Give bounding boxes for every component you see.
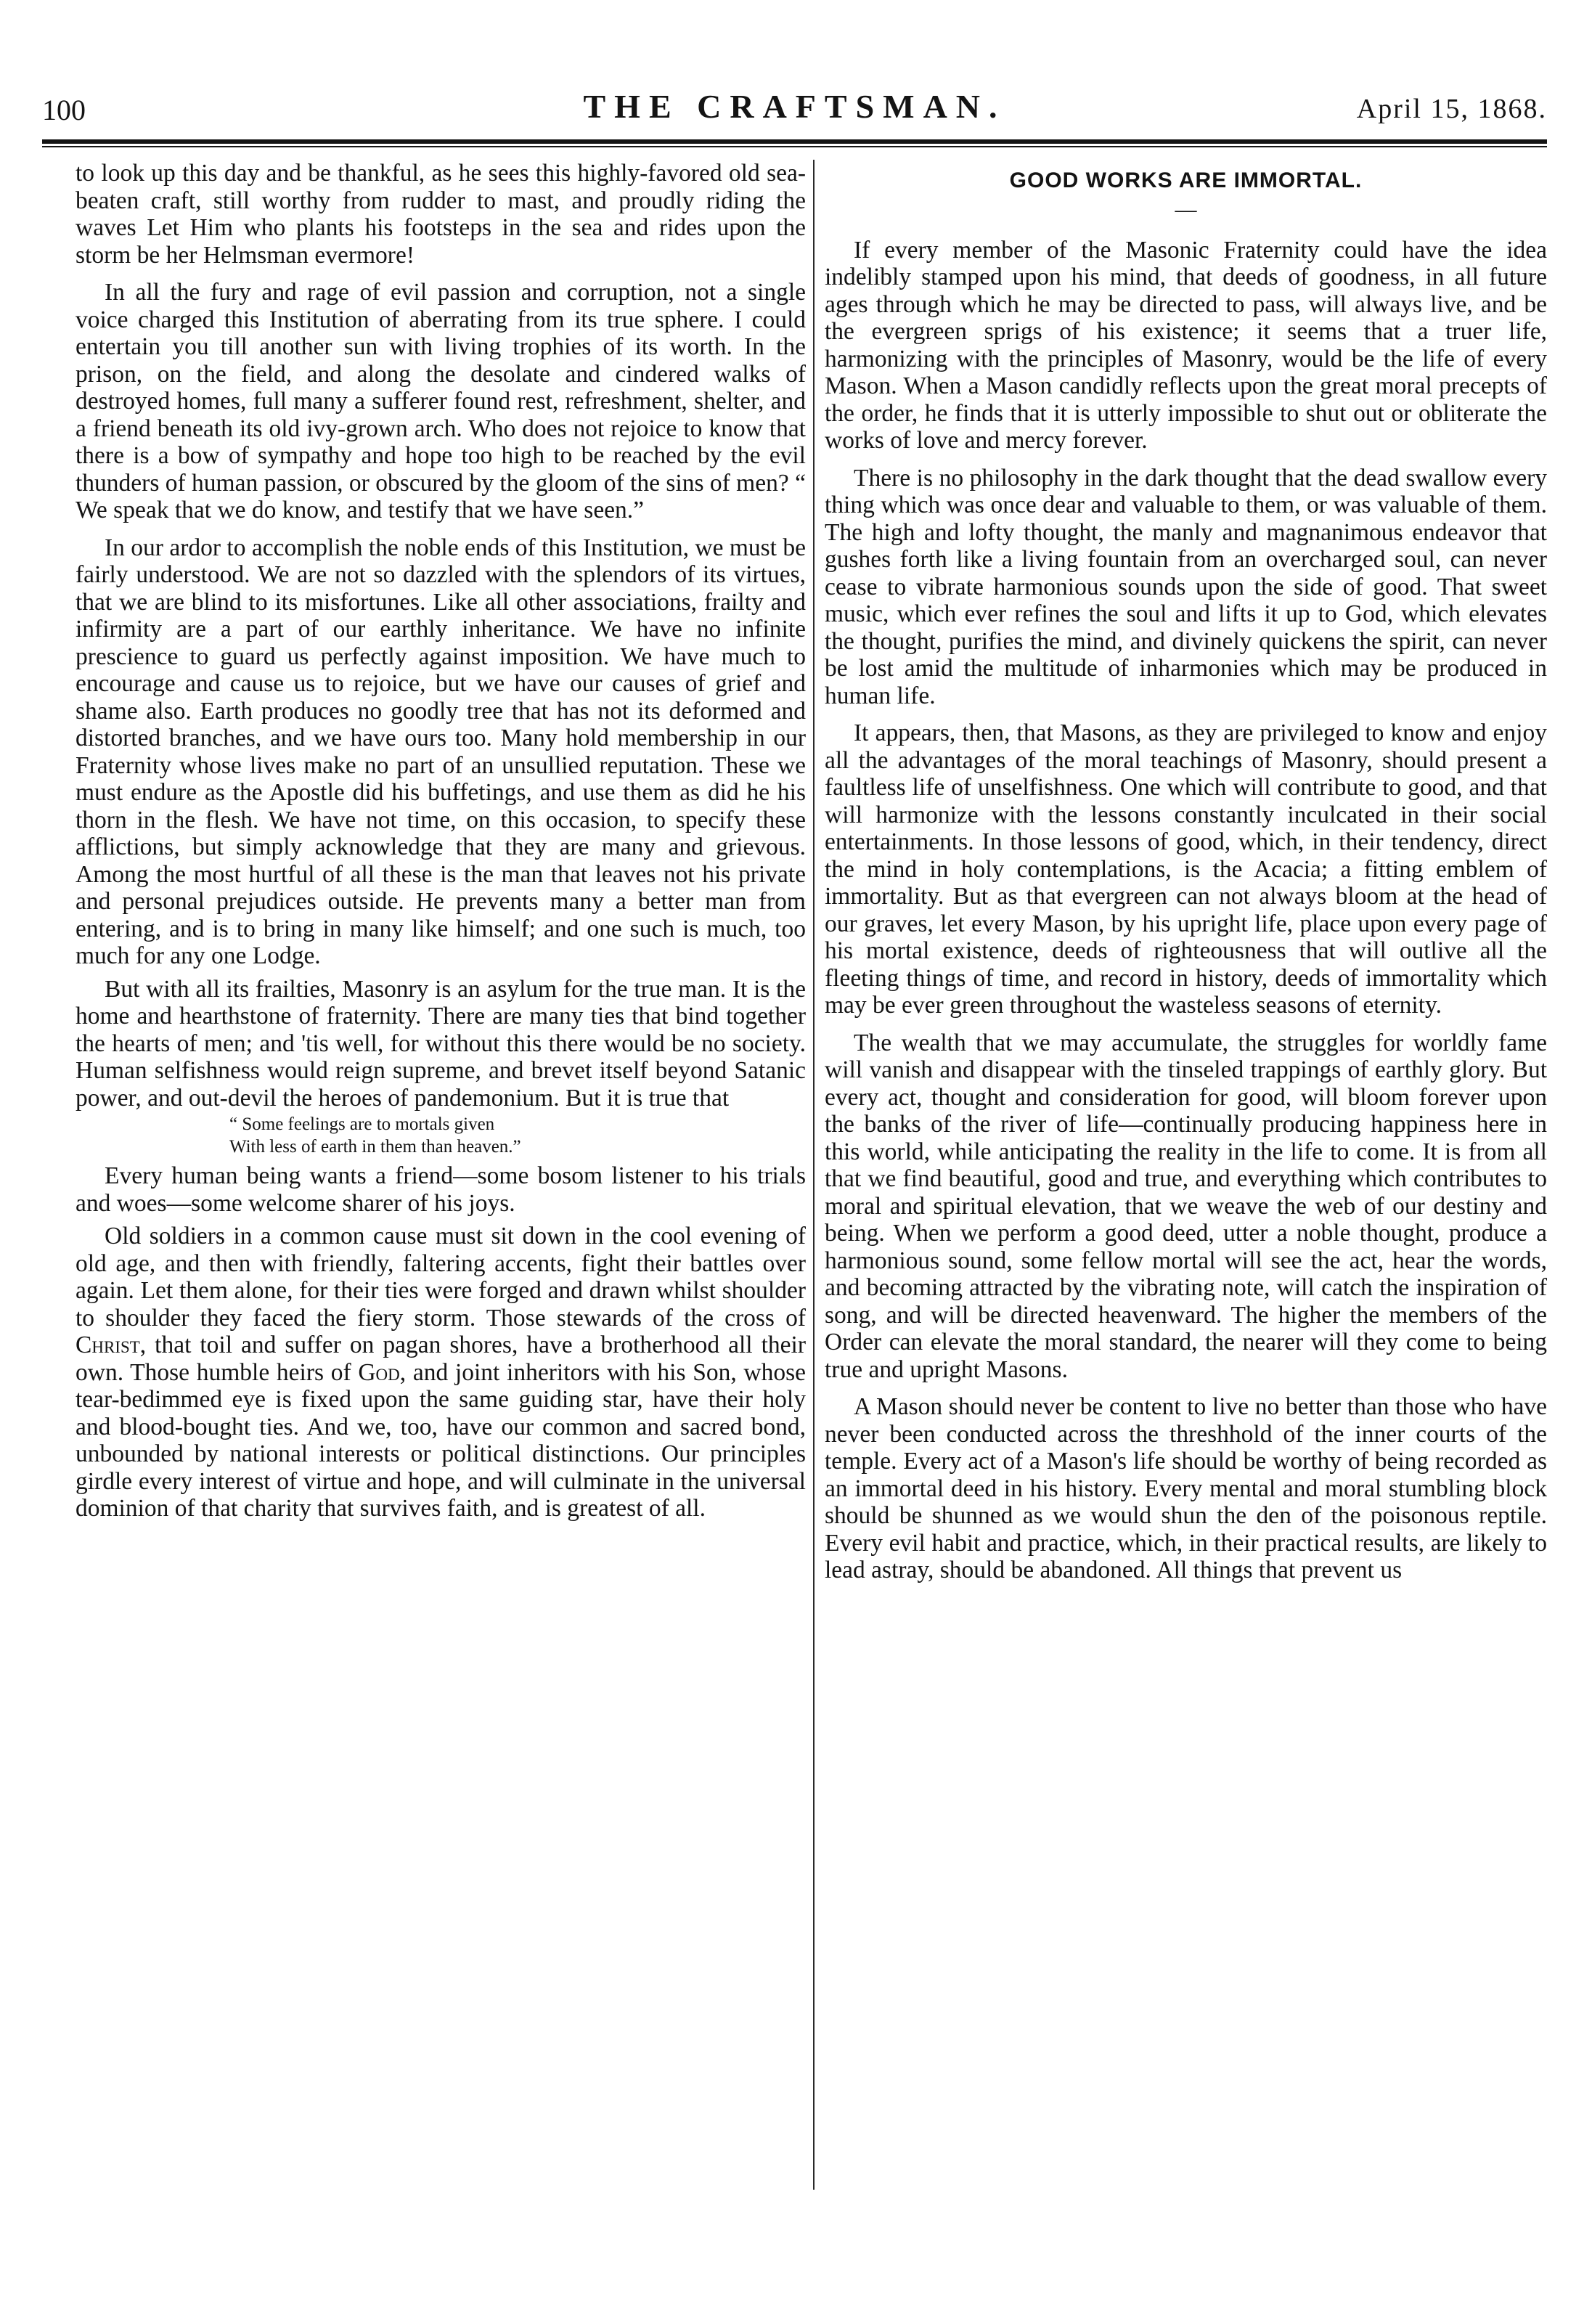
left-column [75,160,806,2190]
small-caps-word: God [358,1358,400,1386]
page-number: 100 [42,94,86,126]
right-column [825,160,1547,2190]
page-header [42,87,1547,131]
text-run: Old soldiers in a common cause must sit down in the cool evening of old age, and then with friendly, faltering accents, fight their battles over again. Let them alone, for their ties were forged and drawn whilst shoulder to shoulder they faced the fiery storm. Those stewards of the cross of [75,1223,806,1332]
paragraph [75,1223,806,1522]
small-caps-word: Christ [75,1332,140,1358]
verse-line: With less of earth in them than heaven.” [229,1137,521,1157]
publication-title: THE CRAFTSMAN. [583,88,1006,125]
issue-date: April 15, 1868. [1356,94,1547,124]
paragraph: But with all its frailties, Masonry is an asylum for the true man. It is the home and hearthstone of fraternity. There are many ties that bind together the hearts of men; and 'tis well, for without this there would be no society. Human selfishness would reign supreme, and brevet itself beyond Satanic power, and out-devil the heroes of pandemonium. But it is true that [75,975,806,1112]
paragraph: to look up this day and be thankful, as he sees this highly-favored old sea-beaten craft, still worthy from rudder to mast, and proudly riding the waves Let Him who plants his footsteps in the sea and rides upon the storm be her Helmsman evermore! [75,160,806,269]
paragraph: There is no philosophy in the dark thought that the dead swallow every thing which was once dear and valuable to them, or was valuable of them. The high and lofty thought, the manly and magnanimous endeavor that gushes forth like a living fountain from an overcharged soul, can never cease to vibrate harmonious sounds upon the side of good. That sweet music, which ever refines the soul and lifts it up to God, which elevates the thought, purifies the mind, and divinely quickens the spirit, can never be lost amid the multitude of inharmonies which may be produced in human life. [825,464,1547,709]
column-divider [813,160,815,2190]
header-rule-thick [42,139,1547,144]
paragraph: A Mason should never be content to live no better than those who have never been conducted across the threshhold of the inner courts of the temple. Every act of a Mason's life should be worthy of being recorded as an immortal deed in his history. Every mental and moral stumbling block should be shunned as we would shun the den of the poisonous reptile. Every evil habit and practice, which, in their practical results, are likely to lead astray, should be abandoned. All things that prevent us [825,1393,1547,1583]
paragraph: In our ardor to accomplish the noble ends of this Institution, we must be fairly understood. We are not so dazzled with the splendors of its virtues, that we are blind to its misfortunes. Like all other associations, frailty and infirmity are a part of our earthly inheritance. We have no infinite prescience to guard us perfectly against imposition. We have much to encourage and cause us to rejoice, but we have our causes of grief and shame also. Earth produces no goodly tree that has not its deformed and distorted branches, and we have ours too. Many hold membership in our Fraternity whose lives make no part of an unsullied reputation. These we must endure as the Apostle did his buffetings, and use them as did he his thorn in the flesh. We have not time, on this occasion, to specify these afflictions, but simply acknowledge that they are many and grievous. Among the most hurtful of all these is the man that leaves not his private and personal prejudices outside. He prevents many a better man from entering, and is to bring in many like himself; and one such is much, too much for any one Lodge. [75,534,806,969]
paragraph: The wealth that we may accumulate, the struggles for worldly fame will vanish and disappear with the tinseled trappings of earthly glory. But every act, thought and consideration for good, will bloom forever upon the banks of the river of life—continually producing happiness here in this world, while anticipating the reality in the life to come. It is from all that we find beautiful, good and true, and everything which contributes to moral and spiritual elevation, that we weave the web of our destiny and being. When we perform a good deed, utter a noble thought, produce a harmonious sound, some fellow mortal will see the act, hear the words, and becoming attracted by the vibrating note, will catch the inspiration of song, and will be directed heavenward. The higher the members of the Order can elevate the moral standard, the nearer will they come to being true and upright Masons. [825,1029,1547,1383]
verse-quote [229,1113,806,1158]
paragraph: Every human being wants a friend—some bosom listener to his trials and woes—some welcome sharer of his joys. [75,1162,806,1217]
verse-line: “ Some feelings are to mortals given [229,1114,495,1134]
paragraph: It appears, then, that Masons, as they are privileged to know and enjoy all the advantages of the moral teachings of Masonry, should present a faultless life of unselfishness. One which will contribute to good, and that will harmonize with the lessons constantly inculcated in their social entertainments. In those lessons of good, which, in their tendency, direct the mind in holy contemplations, is the Acacia; a fitting emblem of immortality. But as that evergreen can not always bloom at the head of our graves, let every Mason, by his upright life, place upon every page of his mortal existence, deeds of righteousness that will outlive all the fleeting things of time, and record in history, deeds of immortality which may be ever green throughout the wasteless seasons of eternity. [825,719,1547,1019]
paragraph: If every member of the Masonic Fraternity could have the idea indelibly stamped upon his mind, that deeds of goodness, in all future ages through which he may be directed to pass, will always live, and be the evergreen sprigs of his existence; it seems that a truer life, harmonizing with the principles of Masonry, would be the life of every Mason. When a Mason candidly reflects upon the great moral precepts of the order, he finds that it is utterly impossible to shut out or obliterate the works of love and mercy forever. [825,236,1547,454]
text-run: , and joint inheritors with his Son, whose tear-bedimmed eye is fixed upon the same guiding star, have their holy and blood-bought ties. And we, too, have our common and sacred bond, unbounded by national interests or political distinctions. Our principles girdle every interest of virtue and hope, and will culminate in the universal dominion of that charity that survives faith, and is greatest of all. [75,1358,806,1522]
text-run: , that toil and suffer on pagan shores, have a brotherhood all their own. Those humble heirs of [75,1332,806,1386]
article-columns [42,160,1547,2190]
header-rule-thin [42,146,1547,147]
heading-dash: — [1175,197,1197,221]
paragraph: In all the fury and rage of evil passion and corruption, not a single voice charged this Institution of aberrating from its true sphere. I could entertain you till another sun with living trophies of its worth. In the prison, on the field, and along the desolate and cindered walks of destroyed homes, full many a sufferer found rest, refreshment, shelter, and a friend beneath its old ivy-grown arch. Who does not rejoice to know that there is a bow of sympathy and hope too high to be reached by the evil thunders of human passion, or obscured by the gloom of the sins of men? “ We speak that we do know, and testify that we have seen.” [75,279,806,523]
article-heading: GOOD WORKS ARE IMMORTAL. [1009,168,1363,192]
